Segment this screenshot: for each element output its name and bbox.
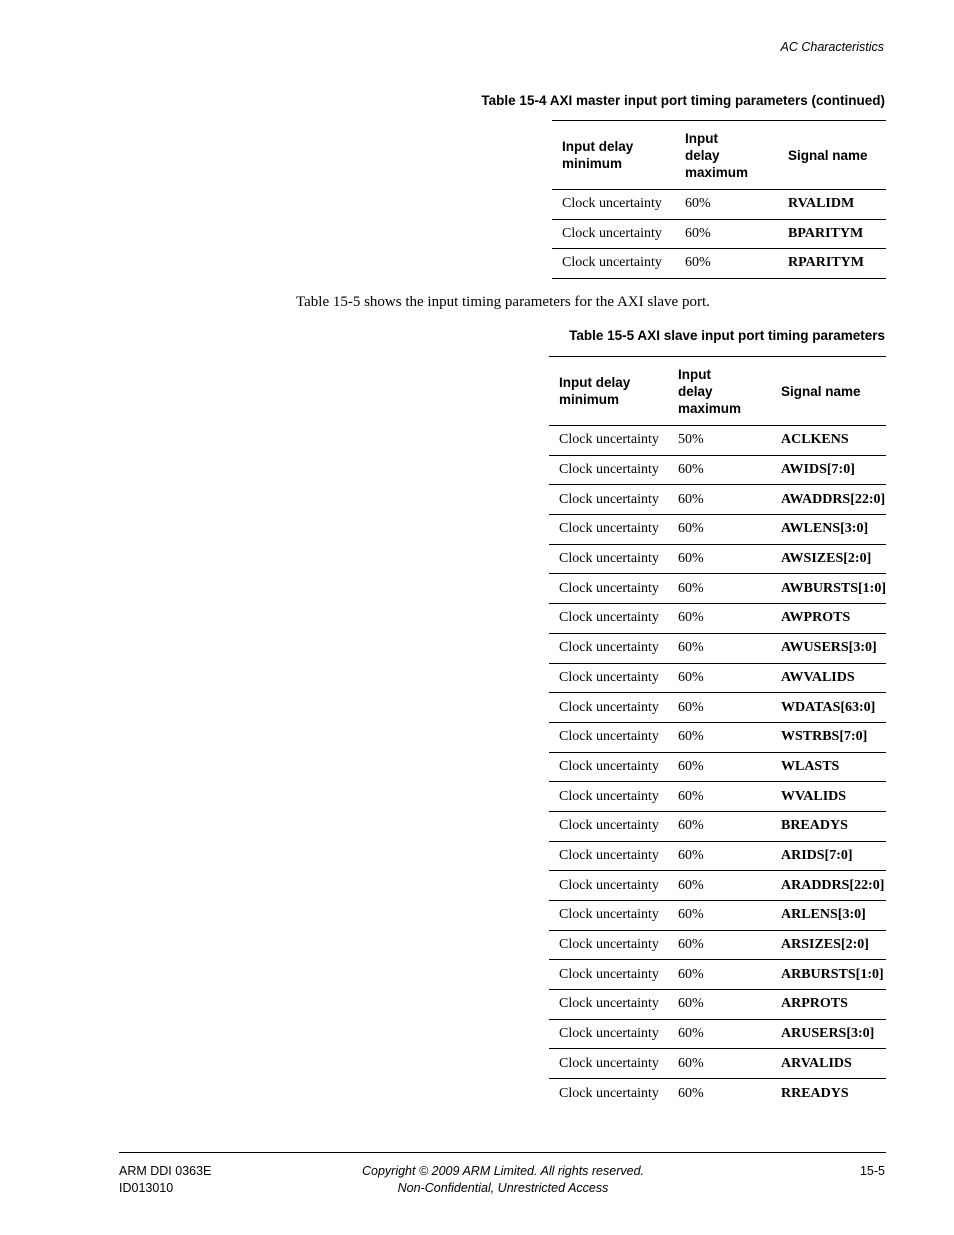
table-row <box>549 752 886 782</box>
table-row <box>549 633 886 663</box>
cell-input-delay-min: Clock uncertainty <box>559 729 659 745</box>
table-row <box>549 960 886 990</box>
table-row <box>549 901 886 931</box>
page-number: 15-5 <box>859 1164 885 1178</box>
cell-input-delay-max: 60% <box>677 640 704 656</box>
table-row <box>549 426 886 456</box>
section-header: AC Characteristics <box>780 40 884 54</box>
table-15-5 <box>549 356 886 1108</box>
cell-input-delay-min: Clock uncertainty <box>559 966 659 982</box>
cell-input-delay-max: 60% <box>677 729 704 745</box>
table-row <box>549 1049 886 1079</box>
cell-input-delay-min: Clock uncertainty <box>559 640 659 656</box>
cell-input-delay-max: 60% <box>677 788 704 804</box>
table-15-4 <box>552 120 886 279</box>
cell-input-delay-max: 60% <box>677 1085 704 1101</box>
cell-input-delay-max: 60% <box>677 462 704 478</box>
table-row <box>549 1079 886 1109</box>
cell-input-delay-max: 60% <box>677 551 704 567</box>
cell-input-delay-max: 60% <box>677 491 704 507</box>
cell-input-delay-max: 60% <box>685 225 711 241</box>
table-row <box>549 663 886 693</box>
cell-input-delay-max: 60% <box>677 847 704 863</box>
cell-input-delay-max: 60% <box>677 937 704 953</box>
cell-input-delay-max: 60% <box>677 758 704 774</box>
cell-signal-name: BREADYS <box>780 818 848 834</box>
cell-input-delay-max: 60% <box>677 907 704 923</box>
cell-input-delay-min: Clock uncertainty <box>559 818 659 834</box>
table-row <box>549 841 886 871</box>
copyright-notice: Copyright © 2009 ARM Limited. All rights reserved. <box>361 1164 644 1178</box>
table-row <box>549 515 886 545</box>
cell-signal-name: AWUSERS[3:0] <box>780 640 877 656</box>
cell-signal-name: WDATAS[63:0] <box>780 699 876 715</box>
intro-paragraph: Table 15-5 shows the input timing parameters for the AXI slave port. <box>296 294 710 310</box>
cell-input-delay-max: 60% <box>677 1026 704 1042</box>
cell-signal-name: RREADYS <box>780 1085 849 1101</box>
footer-divider <box>119 1152 886 1153</box>
cell-input-delay-max: 60% <box>677 669 704 685</box>
cell-signal-name: ARLENS[3:0] <box>780 907 866 923</box>
table-row <box>549 990 886 1020</box>
doc-id: ARM DDI 0363E <box>119 1164 212 1178</box>
access-notice: Non-Confidential, Unrestricted Access <box>397 1181 609 1195</box>
column-header-min: Input delay minimum <box>559 375 631 407</box>
cell-input-delay-min: Clock uncertainty <box>562 255 662 271</box>
cell-input-delay-max: 60% <box>677 699 704 715</box>
cell-input-delay-max: 60% <box>685 196 711 212</box>
column-header-signal: Signal name <box>788 147 868 163</box>
cell-input-delay-min: Clock uncertainty <box>559 937 659 953</box>
table-15-4-title: Table 15-4 AXI master input port timing parameters (continued) <box>481 93 885 108</box>
cell-input-delay-max: 60% <box>677 818 704 834</box>
cell-signal-name: BPARITYM <box>788 225 864 241</box>
cell-input-delay-min: Clock uncertainty <box>559 551 659 567</box>
cell-input-delay-min: Clock uncertainty <box>559 1026 659 1042</box>
cell-signal-name: ARIDS[7:0] <box>780 847 853 863</box>
cell-signal-name: AWIDS[7:0] <box>780 462 855 478</box>
cell-input-delay-max: 60% <box>677 996 704 1012</box>
footer-doc-ids <box>119 1163 211 1197</box>
cell-input-delay-max: 50% <box>677 432 704 448</box>
cell-input-delay-min: Clock uncertainty <box>559 462 659 478</box>
table-header-row <box>549 357 886 426</box>
cell-signal-name: WSTRBS[7:0] <box>780 729 868 745</box>
cell-signal-name: ARADDRS[22:0] <box>780 877 885 893</box>
table-row <box>549 455 886 485</box>
cell-input-delay-min: Clock uncertainty <box>559 580 659 596</box>
cell-signal-name: AWLENS[3:0] <box>780 521 869 537</box>
cell-signal-name: ARBURSTS[1:0] <box>780 966 884 982</box>
cell-input-delay-min: Clock uncertainty <box>562 196 662 212</box>
cell-input-delay-min: Clock uncertainty <box>559 758 659 774</box>
cell-input-delay-min: Clock uncertainty <box>559 521 659 537</box>
table-row <box>549 722 886 752</box>
table-row <box>552 190 886 220</box>
table-row <box>549 693 886 723</box>
table-row <box>552 219 886 249</box>
cell-signal-name: ARPROTS <box>780 996 848 1012</box>
table-row <box>549 811 886 841</box>
cell-signal-name: WLASTS <box>780 758 840 774</box>
cell-input-delay-max: 60% <box>677 610 704 626</box>
cell-input-delay-min: Clock uncertainty <box>559 491 659 507</box>
cell-input-delay-max: 60% <box>677 1055 704 1071</box>
cell-signal-name: AWPROTS <box>780 610 851 626</box>
table-header-row <box>552 121 886 190</box>
cell-signal-name: AWVALIDS <box>780 669 855 685</box>
table-row <box>549 544 886 574</box>
cell-signal-name: ARUSERS[3:0] <box>780 1026 875 1042</box>
cell-signal-name: AWBURSTS[1:0] <box>780 580 886 596</box>
cell-input-delay-min: Clock uncertainty <box>559 907 659 923</box>
cell-input-delay-max: 60% <box>677 521 704 537</box>
column-header-max: Input delay maximum <box>685 130 749 180</box>
table-row <box>549 1019 886 1049</box>
table-row <box>549 782 886 812</box>
cell-signal-name: ARSIZES[2:0] <box>780 937 869 953</box>
cell-input-delay-min: Clock uncertainty <box>559 610 659 626</box>
cell-input-delay-min: Clock uncertainty <box>559 1085 659 1101</box>
table-row <box>549 574 886 604</box>
column-header-signal: Signal name <box>780 383 861 399</box>
table-row <box>552 249 886 279</box>
cell-input-delay-min: Clock uncertainty <box>559 1055 659 1071</box>
table-row <box>549 604 886 634</box>
cell-signal-name: AWADDRS[22:0] <box>780 491 886 507</box>
table-15-5-title: Table 15-5 AXI slave input port timing parameters <box>569 328 885 343</box>
cell-input-delay-min: Clock uncertainty <box>559 877 659 893</box>
cell-signal-name: ARVALIDS <box>780 1055 852 1071</box>
table-row <box>549 871 886 901</box>
cell-input-delay-max: 60% <box>685 255 711 271</box>
footer-notice <box>303 1163 703 1197</box>
doc-code: ID013010 <box>119 1181 174 1195</box>
table-row <box>549 485 886 515</box>
cell-input-delay-min: Clock uncertainty <box>559 669 659 685</box>
table-row <box>549 930 886 960</box>
cell-input-delay-min: Clock uncertainty <box>559 432 659 448</box>
cell-signal-name: AWSIZES[2:0] <box>780 551 872 567</box>
cell-input-delay-max: 60% <box>677 580 704 596</box>
cell-signal-name: WVALIDS <box>780 788 847 804</box>
cell-signal-name: RVALIDM <box>788 196 855 212</box>
cell-input-delay-min: Clock uncertainty <box>562 225 662 241</box>
cell-signal-name: RPARITYM <box>788 255 864 271</box>
cell-signal-name: ACLKENS <box>780 432 849 448</box>
column-header-min: Input delay minimum <box>562 139 634 171</box>
cell-input-delay-min: Clock uncertainty <box>559 847 659 863</box>
cell-input-delay-min: Clock uncertainty <box>559 996 659 1012</box>
cell-input-delay-max: 60% <box>677 966 704 982</box>
cell-input-delay-min: Clock uncertainty <box>559 699 659 715</box>
column-header-max: Input delay maximum <box>677 366 741 416</box>
cell-input-delay-max: 60% <box>677 877 704 893</box>
cell-input-delay-min: Clock uncertainty <box>559 788 659 804</box>
